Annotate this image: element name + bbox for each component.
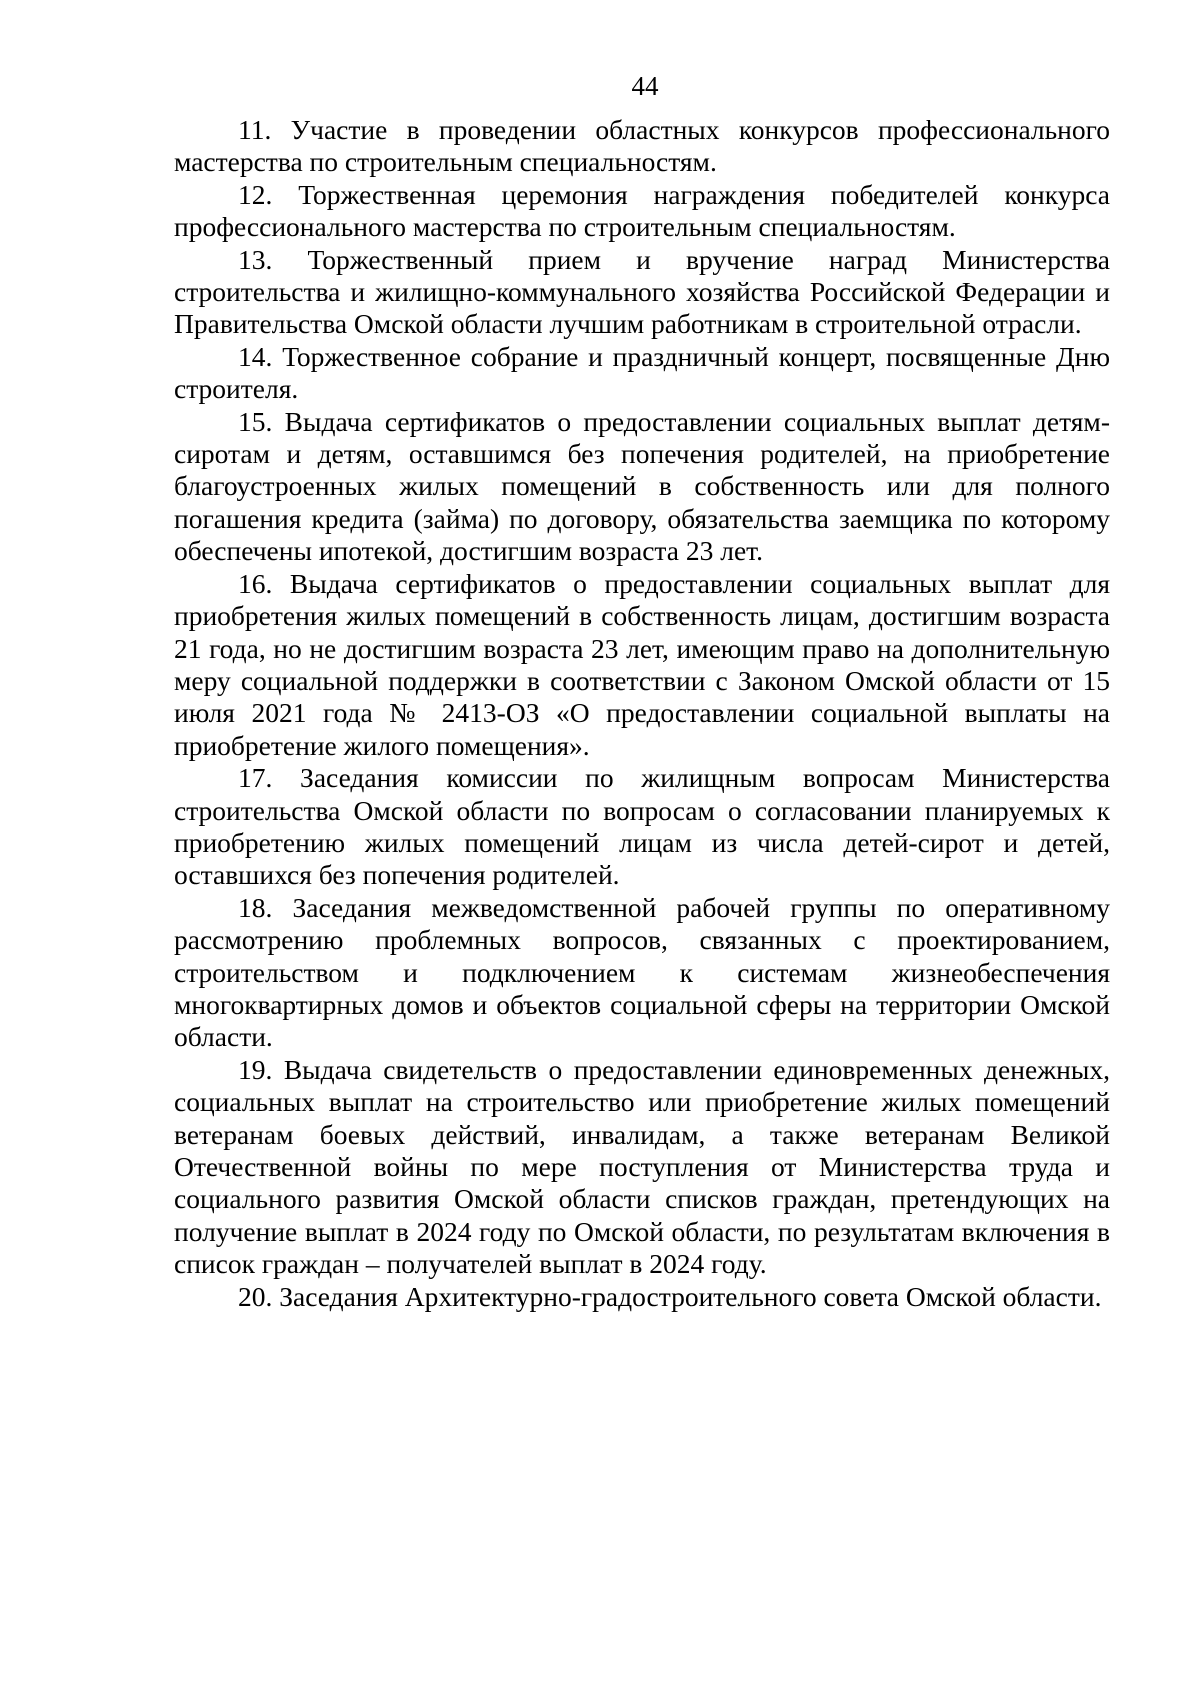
list-item: 16. Выдача сертификатов о предоставлении социальных выплат для приобретения жилых помещений в собственность лицам, достигшим возраста 21 года, но не достигшим возраста 23 лет, имеющим право на дополнительную меру социальной поддержки в соответствии с Законом Омской области от 15 июля 2021 года № 2413-ОЗ «О предоставлении социальной выплаты на приобретение жилого помещения». bbox=[174, 567, 1110, 761]
list-item: 15. Выдача сертификатов о предоставлении социальных выплат детям-сиротам и детям, оставшимся без попечения родителей, на приобретение благоустроенных жилых помещений в собственность или для полного погашения кредита (займа) по договору, обязательства заемщика по которому обеспечены ипотекой, достигшим возраста 23 лет. bbox=[174, 405, 1110, 567]
list-item: 13. Торжественный прием и вручение наград Министерства строительства и жилищно-коммунального хозяйства Российской Федерации и Правительства Омской области лучшим работникам в строительной отрасли. bbox=[174, 243, 1110, 340]
list-item: 19. Выдача свидетельств о предоставлении единовременных денежных, социальных выплат на строительство или приобретение жилых помещений ветеранам боевых действий, инвалидам, а также ветеранам Великой Отечественной войны по мере поступления от Министерства труда и социального развития Омской области списков граждан, претендующих на получение выплат в 2024 году по Омской области, по результатам включения в список граждан – получателей выплат в 2024 году. bbox=[174, 1053, 1110, 1280]
page-number: 44 bbox=[631, 71, 659, 101]
list-item: 18. Заседания межведомственной рабочей группы по оперативному рассмотрению проблемных вопросов, связанных с проектированием, строительством и подключением к системам жизнеобеспечения многоквартирных домов и объектов социальной сферы на территории Омской области. bbox=[174, 891, 1110, 1053]
list-item: 11. Участие в проведении областных конкурсов профессионального мастерства по строительным специальностям. bbox=[174, 114, 1110, 178]
list-item: 20. Заседания Архитектурно-градостроительного совета Омской области. bbox=[238, 1280, 1102, 1312]
document-body bbox=[174, 114, 1110, 1313]
list-item: 14. Торжественное собрание и праздничный концерт, посвященные Дню строителя. bbox=[174, 340, 1110, 405]
list-item: 17. Заседания комиссии по жилищным вопросам Министерства строительства Омской области по вопросам о согласовании планируемых к приобретению жилых помещений лицам из числа детей-сирот и детей, оставшихся без попечения родителей. bbox=[174, 762, 1110, 891]
list-item: 12. Торжественная церемония награждения победителей конкурса профессионального мастерства по строительным специальностям. bbox=[174, 178, 1110, 243]
